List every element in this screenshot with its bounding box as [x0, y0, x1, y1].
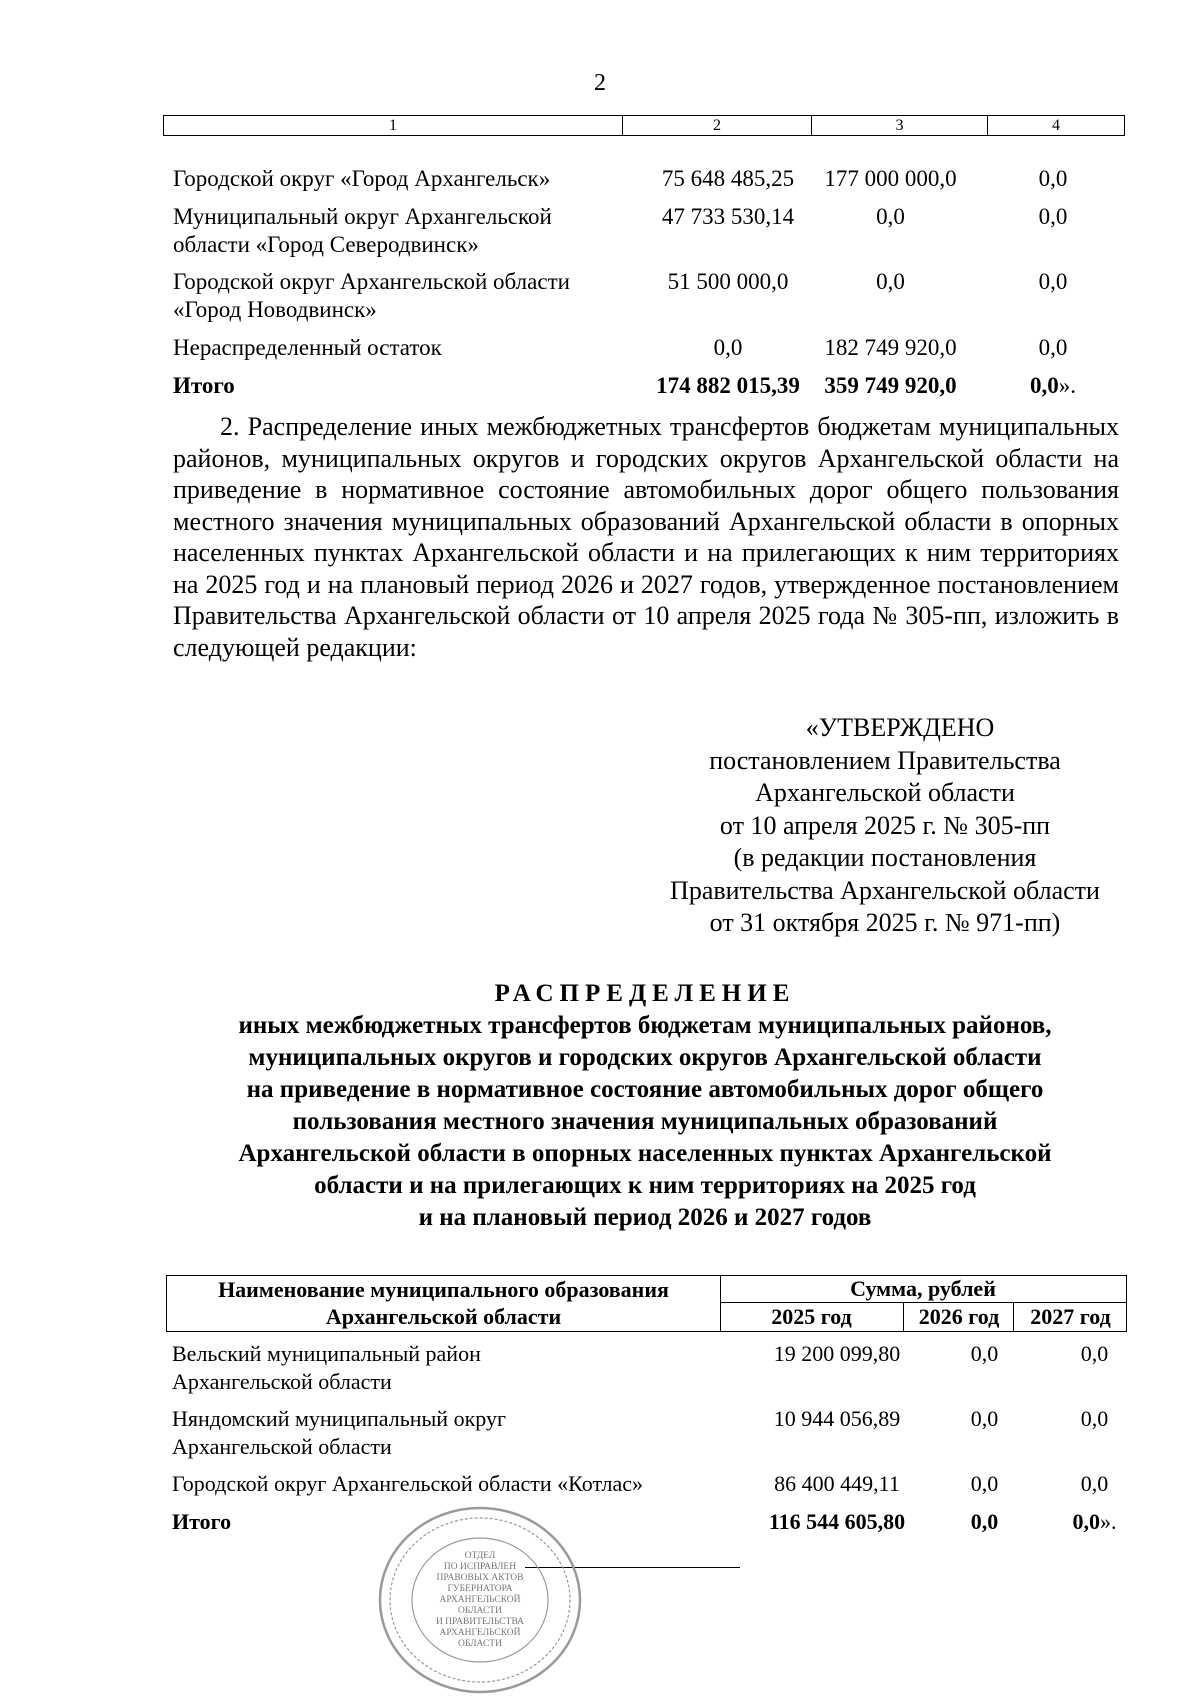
closing-quote: ». — [1100, 1509, 1117, 1534]
seal-text-line: ОБЛАСТИ — [458, 1606, 502, 1616]
row-value-2027: 0,0 — [1038, 166, 1068, 191]
title-line: пользования местного значения муниципальных образований — [292, 1108, 998, 1135]
table2-header-sum: Сумма, рублей — [720, 1276, 1126, 1303]
row-name — [172, 1405, 712, 1461]
approval-line: от 10 апреля 2025 г. № 305-пп — [719, 810, 1051, 840]
total-value-2026: 359 749 920,0 — [824, 373, 957, 398]
row-name: Муниципальный округ Архангельской области «Город Северодвинск» — [173, 204, 552, 257]
table1-header — [163, 115, 1125, 136]
table1-header-col4: 4 — [987, 116, 1124, 135]
table2-header-name — [167, 1276, 721, 1331]
table1-header-col2: 2 — [622, 116, 811, 135]
row-value-2025: 86 400 449,11 — [774, 1471, 900, 1496]
approval-line: «УТВЕРЖДЕНО — [805, 713, 995, 742]
row-value-2026: 0,0 — [876, 269, 905, 294]
total-value-2026: 0,0 — [970, 1509, 999, 1534]
row-value-2026: 177 000 000,0 — [824, 166, 957, 191]
row-name: Городской округ Архангельской области «Котлас» — [172, 1471, 644, 1496]
row-value-2026: 0,0 — [970, 1406, 999, 1431]
seal-text-line: ОБЛАСТИ — [458, 1639, 502, 1649]
closing-quote: ». — [1058, 373, 1076, 398]
row-name: Нераспределенный остаток — [173, 335, 442, 360]
seal-text-line: ОТДЕЛ — [464, 1551, 496, 1561]
title-line: на приведение в нормативное состояние автомобильных дорог общего — [246, 1076, 1044, 1103]
total-value-2027-cell — [1027, 1508, 1162, 1536]
total-label: Итого — [173, 373, 235, 398]
row-value-2027: 0,0 — [1080, 1341, 1109, 1366]
row-value-2025: 75 648 485,25 — [661, 166, 795, 191]
row-value-2026: 0,0 — [970, 1471, 999, 1496]
approval-line: постановлением Правительства — [709, 745, 1061, 775]
row-value-2027: 0,0 — [1080, 1406, 1109, 1431]
row-value-2026: 0,0 — [970, 1341, 999, 1366]
total-label: Итого — [172, 1509, 232, 1534]
page-number: 2 — [594, 70, 606, 96]
seal-text-line: ГУБЕРНАТОРА — [447, 1584, 513, 1594]
row-value-2027: 0,0 — [1038, 204, 1068, 229]
approval-stamp-text — [630, 712, 1140, 940]
row-name-line: Няндомский муниципальный округ — [172, 1406, 506, 1431]
row-value-2027: 0,0 — [1080, 1471, 1109, 1496]
approval-line: от 31 октября 2025 г. № 971-пп) — [709, 908, 1061, 937]
row-name-line: Архангельской области — [172, 1369, 392, 1394]
row-name — [172, 1340, 712, 1396]
table2-header-year: 2025 год — [771, 1304, 852, 1329]
title-line: Архангельской области в опорных населенных пунктах Архангельской — [238, 1140, 1052, 1167]
seal-text-line: АРХАНГЕЛЬСКОЙ — [439, 1595, 521, 1605]
row-value-2025: 51 500 000,0 — [667, 269, 789, 294]
title-line: муниципальных округов и городских округов Архангельской области — [248, 1044, 1042, 1071]
header-name-line: Наименование муниципального образования — [218, 1277, 669, 1302]
approval-line: (в редакции постановления — [733, 843, 1037, 872]
table1-header-col3: 3 — [811, 116, 987, 135]
row-value-2026: 182 749 920,0 — [824, 335, 957, 360]
table2-header-year: 2026 год — [903, 1302, 1014, 1331]
table2-header — [166, 1275, 1127, 1332]
title-line: иных межбюджетных трансфертов бюджетам муниципальных районов, — [238, 1012, 1052, 1039]
approval-line: Правительства Архангельской области — [670, 875, 1100, 905]
row-value-2027: 0,0 — [1038, 335, 1068, 360]
row-value-2025: 0,0 — [713, 335, 743, 360]
row-name-line: Вельский муниципальный район — [172, 1341, 481, 1366]
table1-header-col1: 1 — [389, 117, 397, 134]
total-value-2025: 174 882 015,39 — [656, 373, 800, 398]
seal-text-line: И ПРАВИТЕЛЬСТВА — [435, 1617, 525, 1627]
total-value-2027-cell — [988, 372, 1118, 400]
row-name-line: Архангельской области — [172, 1434, 392, 1459]
total-value-2025: 116 544 605,80 — [768, 1509, 906, 1534]
amendment-paragraph: 2. Распределение иных межбюджетных трансфертов бюджетам муниципальных районов, муниципальных округов и городских округов Архангельской области на приведение в нормативное состояние автомобильных дорог общего пользования местного значения муниципальных образований Архангельской области в опорных населенных пунктах Архангельской области и на прилегающих к ним территориях на 2025 год и на плановый период 2026 и 2027 годов, утвержденное постановлением Правительства Архангельской области от 10 апреля 2025 года № 305-пп, изложить в следующей редакции: — [173, 412, 1119, 662]
title-line: и на плановый период 2026 и 2027 годов — [418, 1204, 872, 1231]
title-heading: РАСПРЕДЕЛЕНИЕ — [494, 980, 796, 1007]
header-name-line: Архангельской области — [325, 1304, 562, 1329]
document-title — [120, 978, 1170, 1234]
row-name: Городской округ Архангельской области «Город Новодвинск» — [173, 269, 570, 322]
seal-text-line: АРХАНГЕЛЬСКОЙ — [439, 1628, 521, 1638]
row-value-2025: 47 733 530,14 — [661, 204, 795, 229]
title-line: области и на прилегающих к ним территориях на 2025 год — [314, 1172, 976, 1199]
row-name: Городской округ «Город Архангельск» — [173, 166, 551, 191]
row-value-2027: 0,0 — [1038, 269, 1068, 294]
row-value-2025: 10 944 056,89 — [773, 1406, 901, 1431]
total-value-2027: 0,0 — [1072, 1509, 1100, 1534]
row-value-2026: 0,0 — [876, 204, 905, 229]
total-value-2027: 0,0 — [1030, 373, 1059, 398]
seal-text-line: ПО ИСПРАВЛЕН — [443, 1562, 517, 1572]
official-seal — [370, 1500, 590, 1700]
table2-header-year: 2027 год — [1013, 1302, 1127, 1331]
row-value-2025: 19 200 099,80 — [773, 1341, 901, 1366]
seal-text-line: ПРАВОВЫХ АКТОВ — [436, 1573, 524, 1583]
approval-line: Архангельской области — [755, 778, 1015, 807]
